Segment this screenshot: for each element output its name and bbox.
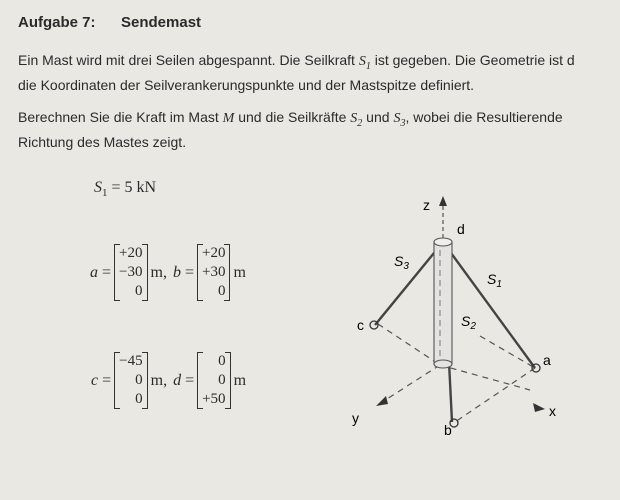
text: Berechnen Sie die Kraft im Mast	[18, 109, 223, 125]
x-arrow-icon	[533, 403, 545, 412]
vector-d: 0 0 +50	[197, 352, 230, 409]
vectors-a-b: a = +20 −30 0 m , b = +20 +30 0 m	[90, 245, 246, 299]
label-s3: $S_3$	[394, 253, 409, 272]
cable-s3	[375, 242, 443, 325]
anchor-c	[370, 321, 378, 329]
task-question	[18, 108, 618, 152]
mast	[434, 238, 452, 368]
text: Ein Mast wird mit drei Seilen abgespannt. Die Seilkraft	[18, 52, 359, 68]
cable-s1	[443, 242, 535, 368]
z-arrow-icon	[439, 196, 447, 206]
vector-b: +20 +30 0	[197, 244, 230, 301]
exercise-title: Sendemast	[121, 14, 202, 31]
label-b: b	[444, 422, 452, 438]
task-description	[18, 51, 618, 95]
y-arrow-icon	[376, 396, 388, 406]
vector-a-name: a	[90, 263, 98, 281]
line-ground-a	[480, 336, 535, 368]
vector-a: +20 −30 0	[114, 244, 147, 301]
vector-c-name: c	[91, 371, 99, 389]
line-a-b	[455, 368, 535, 422]
vectors-c-d: c = −45 0 0 m , d = 0 0 +50 m	[91, 353, 247, 407]
text: die Koordinaten der Seilverankerungspunkte und der Mastspitze definiert.	[18, 76, 475, 93]
vector-c: −45 0 0	[114, 352, 147, 409]
unit: m	[233, 371, 247, 389]
label-c: c	[357, 317, 364, 333]
text: Richtung des Mastes zeigt.	[18, 133, 187, 150]
unit: m	[150, 371, 164, 389]
text: , wobei die Resultierende	[405, 109, 563, 125]
vector-b-name: b	[172, 263, 181, 281]
exercise-number: Aufgabe 7:	[18, 14, 96, 31]
mast-diagram	[330, 190, 590, 440]
unit: m	[233, 263, 246, 281]
label-a: a	[543, 352, 551, 368]
line-c-origin	[378, 324, 440, 365]
symbol-s1: $S_1$	[358, 54, 371, 72]
label-y: y	[352, 410, 359, 426]
anchor-a	[532, 364, 540, 372]
label-d: d	[457, 221, 465, 237]
label-s1: $S_1$	[487, 271, 502, 290]
x-axis-line	[440, 365, 530, 390]
text: und die Seilkräfte	[234, 109, 351, 125]
label-z: z	[423, 197, 430, 213]
symbol-s3: $S_3$	[393, 111, 406, 129]
text: ist gegeben. Die Geometrie ist d	[370, 52, 575, 68]
exercise-header	[18, 14, 201, 31]
vector-d-name: d	[173, 371, 182, 389]
unit: m	[150, 263, 163, 281]
given-force: $S_1 = 5$ kN	[94, 179, 157, 200]
symbol-s2: $S_2$	[350, 111, 363, 129]
text: und	[362, 109, 394, 125]
symbol-m: M	[222, 111, 235, 126]
label-x: x	[549, 403, 556, 419]
label-s2: $S_2$	[461, 313, 476, 332]
